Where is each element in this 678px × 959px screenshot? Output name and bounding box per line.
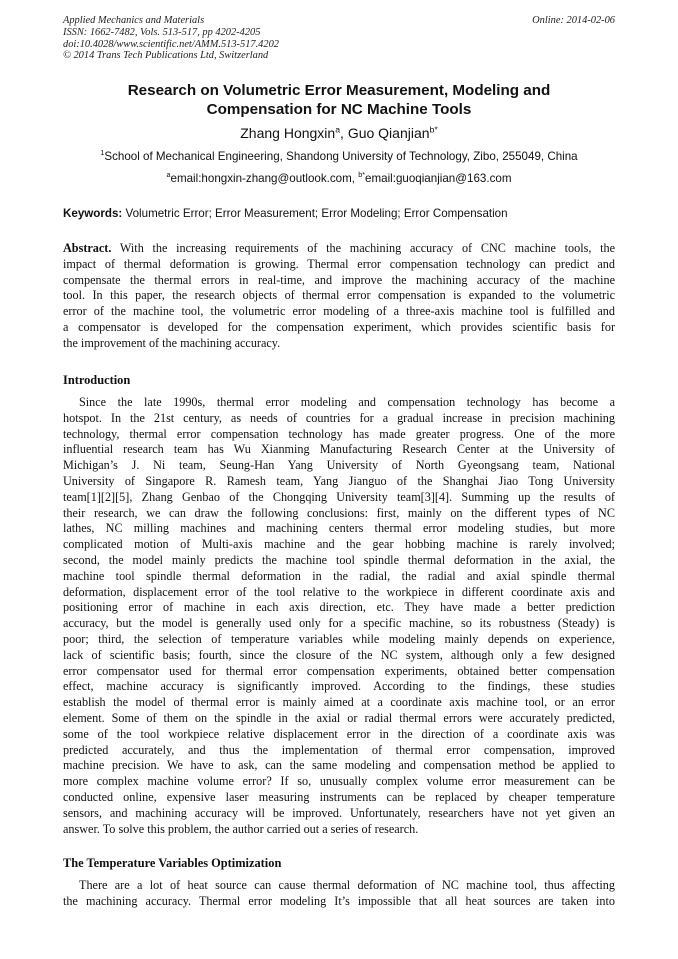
affiliation-sup: 1	[100, 148, 105, 158]
author-emails	[63, 171, 615, 186]
email-b[interactable]: email:guoqianjian@163.com	[365, 172, 512, 185]
intro-line: lathes, NC milling machines and machining centers thermal error modeling studies, but more	[63, 521, 615, 536]
author-separator: ,	[340, 125, 348, 141]
intro-line: accuracy, but the model is generally used only for a specific machine, so its robustness (Steady) is	[63, 616, 615, 631]
intro-line: some of the tool workpiece relative displacement error in the direction of a coordinate axis was	[63, 726, 615, 741]
author-1-sup: a	[335, 124, 341, 135]
intro-line: hotspot. In the 21st century, as needs of countries for a gradual increase in precision machining	[63, 410, 615, 425]
abstract-line: a compensator is developed for the compensation experiment, which provides scientific basis for	[63, 319, 615, 334]
intro-line: influential research team has Wu Xianming Manufacturing Research Center at the University of	[63, 442, 615, 457]
abstract-line: tool. In this paper, the research objects of thermal error compensation is expanded to the volumetric	[63, 288, 615, 303]
online-date-text: Online: 2014-02-06	[532, 15, 615, 26]
journal-copyright: © 2014 Trans Tech Publications Ltd, Switzerland	[63, 50, 269, 62]
intro-line: machine precision. We have to ask, can the same modeling and compensation method be applied to	[63, 758, 615, 773]
email-b-sup: b*	[358, 170, 366, 180]
intro-line: poor; third, the selection of temperature variables while modeling mainly depends on experience,	[63, 631, 615, 646]
author-1: Zhang Hongxin	[240, 125, 336, 141]
keywords-text: Volumetric Error; Error Measurement; Error Modeling; Error Compensation	[122, 207, 508, 220]
affiliation	[40, 149, 638, 164]
intro-line: error compensator used for thermal error compensation experiments, obtained better compensation	[63, 663, 615, 678]
intro-line: second, the model mainly predicts the machine tool spindle thermal deformation in the axial, the	[63, 552, 615, 567]
intro-line: positioning error of machine in each axis direction, etc. They have made a better prediction	[63, 600, 615, 615]
intro-line: sensors, and machining accuracy will be improved. Unfortunately, researchers have not yet given an	[63, 805, 615, 820]
abstract-line: impact of thermal deformation is growing. Thermal error compensation technology can predict and	[63, 256, 615, 271]
intro-line: Since the late 1990s, thermal error modeling and compensation technology has become a	[79, 395, 615, 409]
temperature-line: There are a lot of heat source can cause thermal deformation of NC machine tool, thus affecting	[79, 878, 615, 892]
online-date	[532, 15, 615, 27]
intro-line: element. Some of them on the spindle in the axial or radial thermal errors were accurately predicted,	[63, 710, 615, 725]
keywords-label: Keywords:	[63, 207, 123, 220]
author-list	[63, 124, 615, 142]
intro-line: their research, we can draw the following conclusions: first, mainly on the different types of NC	[63, 505, 615, 520]
intro-line: more complex machine volume error? If so, unusually complex volume error measurement can be	[63, 774, 615, 789]
email-a-sup: a	[166, 170, 171, 180]
intro-line: complicated motion of Multi-axis machine and the gear hobbing machine is rarely involved;	[63, 537, 615, 552]
journal-issn: ISSN: 1662-7482, Vols. 513-517, pp 4202-4205	[63, 26, 261, 38]
intro-line: predicted accurately, and thus the implementation of thermal error compensation, improved	[63, 742, 615, 757]
journal-doi[interactable]: doi:10.4028/www.scientific.net/AMM.513-517.4202	[63, 38, 279, 50]
intro-line: answer. To solve this problem, the author carried out a series of research.	[63, 821, 419, 836]
abstract-line: the improvement of the machining accuracy.	[63, 335, 281, 350]
intro-line: Michigan’s J. Ni team, Seung-Han Yang University of North Gyeongsang team, National	[63, 458, 615, 473]
author-2-sup: b*	[429, 124, 438, 135]
journal-name: Applied Mechanics and Materials	[63, 15, 205, 26]
email-a[interactable]: email:hongxin-zhang@outlook.com,	[170, 172, 359, 185]
affiliation-text: School of Mechanical Engineering, Shandong University of Technology, Zibo, 255049, China	[104, 150, 578, 163]
intro-line: deformation, displacement error of the tool relative to the workpiece in different coordinate axis and	[63, 584, 615, 599]
abstract-line: Abstract. With the increasing requirements of the machining accuracy of CNC machine tools, the	[63, 241, 615, 255]
section-heading-temperature-variables: The Temperature Variables Optimization	[63, 856, 282, 870]
intro-line: conducted online, expensive laser measuring instruments can be replaced by cheaper temperature	[63, 789, 615, 804]
abstract-line: error of the machine tool, the volumetric error modeling of a three-axis machine tool is fulfilled and	[63, 304, 615, 319]
temperature-body	[63, 878, 615, 910]
keywords	[63, 206, 615, 221]
intro-line: lack of scientific basis; fourth, since the closure of the NC system, although only a few designed	[63, 647, 615, 662]
intro-line: team[1][2][5], Zhang Genbao of the Chongqing University team[3][4]. Summing up the results of	[63, 489, 615, 504]
intro-line: University of Singapore R. Ramesh team, Yang Jianguo of the Shanghai Jiao Tong University	[63, 473, 615, 488]
paper-title	[63, 81, 615, 119]
abstract-label: Abstract.	[63, 241, 112, 255]
author-2: Guo Qianjian	[347, 125, 430, 141]
abstract	[63, 241, 615, 352]
journal-header	[63, 15, 279, 62]
paper-title-line-2: Compensation for NC Machine Tools	[206, 101, 472, 118]
introduction-body	[63, 395, 615, 837]
intro-line: effect, machine accuracy is significantly improved. According to the findings, these studies	[63, 679, 615, 694]
temperature-line: the machining accuracy. Thermal error modeling It’s impossible that all heat sources are taken into	[63, 893, 615, 908]
intro-line: establish the model of thermal error is mainly aimed at a coordinate axis machine tool, or an error	[63, 695, 615, 710]
intro-line: machine tool spindle thermal deformation in the radial, the radial and axial spindle thermal	[63, 568, 615, 583]
paper-title-line-1: Research on Volumetric Error Measurement, Modeling and	[127, 82, 551, 99]
intro-line: technology, thermal error compensation technology has made greater progress. One of the more	[63, 426, 615, 441]
section-heading-introduction: Introduction	[63, 373, 131, 387]
abstract-line: compensate the thermal errors in real-time, and improve the machining accuracy of the machine	[63, 272, 615, 287]
